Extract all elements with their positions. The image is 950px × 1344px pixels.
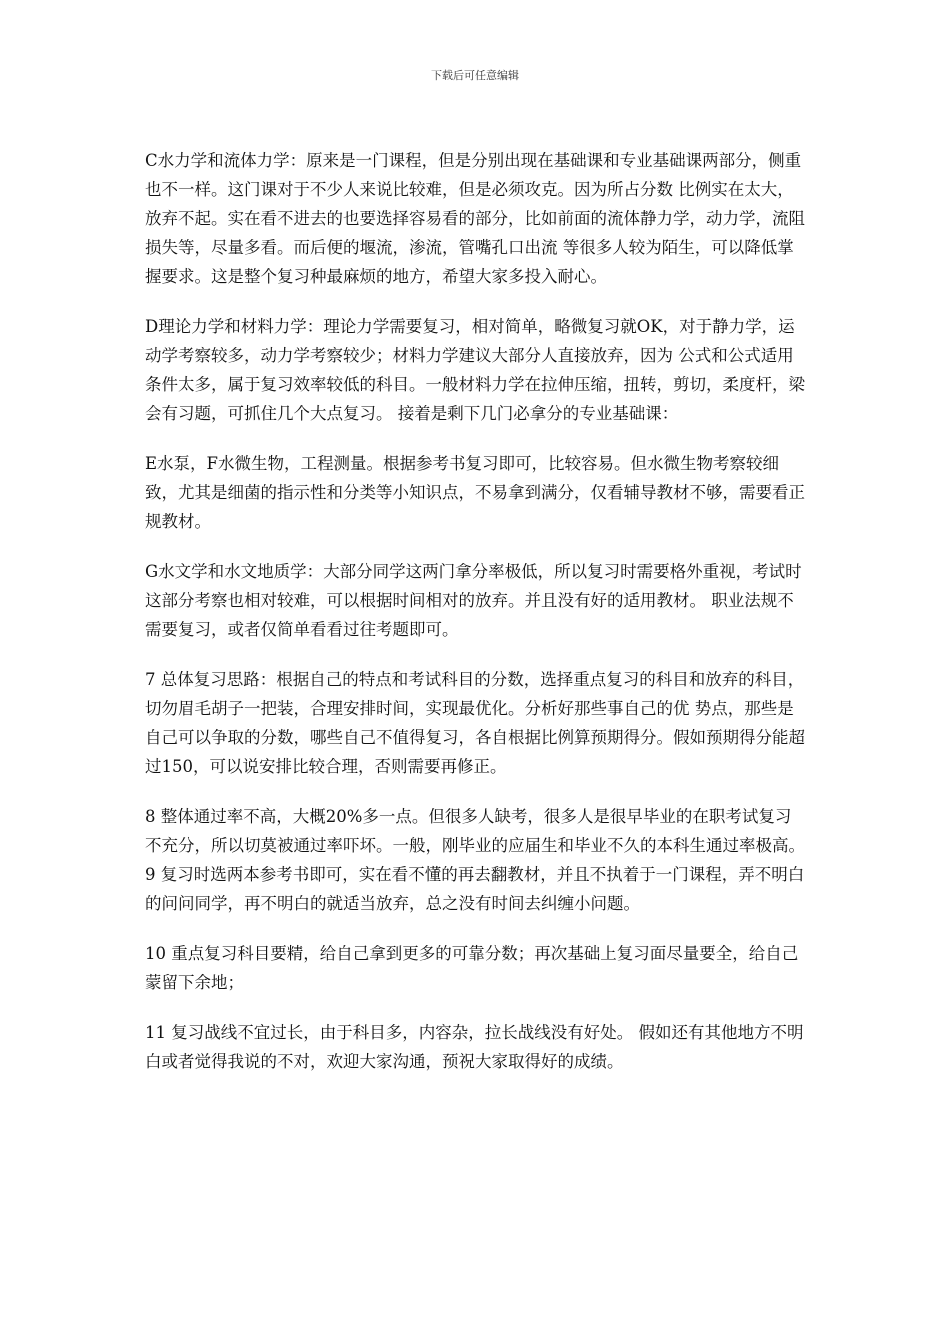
paragraph-9-reference-books: 9 复习时选两本参考书即可，实在看不懂的再去翻教材，并且不执着于一门课程，弄不明白的问问同学，再不明白的就适当放弃，总之没有时间去纠缠小问题。 [145, 865, 805, 913]
paragraph-8-pass-rate: 8 整体通过率不高，大概20%多一点。但很多人缺考，很多人是很早毕业的在职考试复习不充分，所以切莫被通过率吓坏。一般，刚毕业的应届生和毕业不久的本科生通过率极高。 [145, 807, 805, 855]
page-header: 下载后可任意编辑 [431, 69, 519, 82]
paragraph-11-review-timeline: 11 复习战线不宜过长，由于科目多，内容杂，拉长战线没有好处。 假如还有其他地方不明白或者觉得我说的不对，欢迎大家沟通，预祝大家取得好的成绩。 [145, 1023, 804, 1071]
paragraph-10-key-subjects: 10 重点复习科目要精，给自己拿到更多的可靠分数；再次基础上复习面尽量要全，给自己蒙留下余地； [145, 944, 799, 992]
paragraph-c-hydraulics: C水力学和流体力学：原来是一门课程，但是分别出现在基础课和专业基础课两部分，侧重也不一样。这门课对于不少人来说比较难，但是必须攻克。因为所占分数 比例实在太大，放弃不起。实在看不进去的也要选择容易看的部分，比如前面的流体静力学，动力学，流阻损失等，尽量多看。而后便的堰流，渗流，管嘴孔口出流 等很多人较为陌生，可以降低掌握要求。这是整个复习种最麻烦的地方，希望大家多投入耐心。 [145, 151, 805, 286]
paragraph-e-pumps: E水泵，F水微生物，工程测量。根据参考书复习即可，比较容易。但水微生物考察较细致，尤其是细菌的指示性和分类等小知识点，不易拿到满分，仅看辅导教材不够，需要看正规教材。 [145, 454, 805, 531]
paragraph-7-overall-strategy: 7 总体复习思路：根据自己的特点和考试科目的分数，选择重点复习的科目和放弃的科目，切勿眉毛胡子一把装，合理安排时间，实现最优化。分析好那些事自己的优 势点，那些是自己可以争取的分数，哪些自己不值得复习，各自根据比例算预期得分。假如预期得分能超过150，可以说安排比较合理，否则需要再修正。 [145, 670, 805, 776]
paragraph-g-hydrology: G水文学和水文地质学：大部分同学这两门拿分率极低，所以复习时需要格外重视，考试时这部分考察也相对较难，可以根据时间相对的放弃。并且没有好的适用教材。 职业法规不需要复习，或者仅简单看看过往考题即可。 [145, 562, 802, 639]
paragraph-d-mechanics: D理论力学和材料力学：理论力学需要复习，相对简单，略微复习就OK，对于静力学，运动学考察较多，动力学考察较少；材料力学建议大部分人直接放弃，因为 公式和公式适用条件太多，属于复习效率较低的科目。一般材料力学在拉伸压缩，扭转，剪切，柔度杆，梁会有习题，可抓住几个大点复习。 接着是剩下几门必拿分的专业基础课： [145, 317, 805, 423]
document-body [145, 146, 807, 1097]
